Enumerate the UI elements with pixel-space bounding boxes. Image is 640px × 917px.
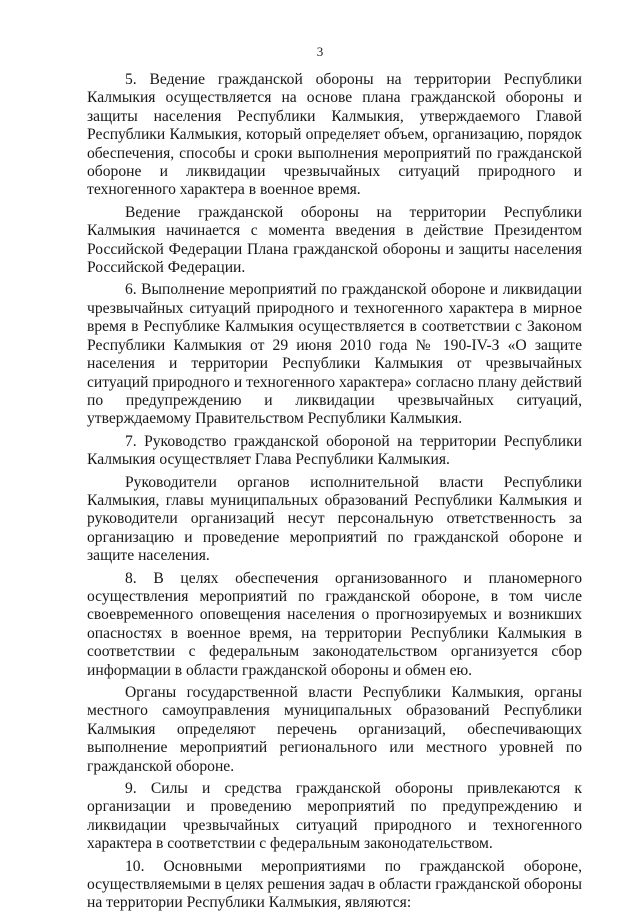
paragraph-7: 7. Руководство гражданской обороной на территории Республики Калмыкия осуществляет Глава Республики Калмыкия. bbox=[87, 432, 582, 469]
page-number: 3 bbox=[316, 44, 324, 59]
document-body bbox=[87, 71, 582, 917]
paragraph-9: 9. Силы и средства гражданской обороны привлекаются к организации и проведению мероприятий по предупреждению и ликвидации чрезвычайных ситуаций природного и техногенного характера в соответствии с федеральным законодательством. bbox=[87, 780, 582, 853]
paragraph-8-continued: Органы государственной власти Республики Калмыкия, органы местного самоуправления муниципальных образований Республики Калмыкия определяют перечень организаций, обеспечивающих выполнение мероприятий регионального или местного уровней по гражданской обороне. bbox=[87, 684, 582, 775]
paragraph-10: 10. Основными мероприятиями по гражданской обороне, осуществляемыми в целях решения задач в области гражданской обороны на территории Республики Калмыкия, являются: bbox=[87, 857, 582, 912]
paragraph-8: 8. В целях обеспечения организованного и планомерного осуществления мероприятий по гражданской обороне, в том числе своевременного оповещения населения о прогнозируемых и возникших опасностях в военное время, на территории Республики Калмыкия в соответствии с федеральным законодательством организуется сбор информации в области гражданской обороны и обмен ею. bbox=[87, 569, 582, 679]
paragraph-6: 6. Выполнение мероприятий по гражданской обороне и ликвидации чрезвычайных ситуаций природного и техногенного характера в мирное время в Республике Калмыкия осуществляется в соответствии с Законом Республики Калмыкия от 29 июня 2010 года № 190-IV-З «О защите населения и территории Республики Калмыкия от чрезвычайных ситуаций природного и техногенного характера» согласно плану действий по предупреждению и ликвидации чрезвычайных ситуаций, утверждаемому Правительством Республики Калмыкия. bbox=[87, 281, 582, 428]
paragraph-7-continued: Руководители органов исполнительной власти Республики Калмыкия, главы муниципальных образований Республики Калмыкия и руководители организаций несут персональную ответственность за организацию и проведение мероприятий по гражданской обороне и защите населения. bbox=[87, 473, 582, 565]
paragraph-5-continued: Ведение гражданской обороны на территории Республики Калмыкия начинается с момента введения в действие Президентом Российской Федерации Плана гражданской обороны и защиты населения Российской Федерации. bbox=[87, 203, 582, 277]
paragraph-5: 5. Ведение гражданской обороны на территории Республики Калмыкия осуществляется на основе плана гражданской обороны и защиты населения Республики Калмыкия, утверждаемого Главой Республики Калмыкия, который определяет объем, организацию, порядок обеспечения, способы и сроки выполнения мероприятий по гражданской обороне и ликвидации чрезвычайных ситуаций природного и техногенного характера в военное время. bbox=[87, 71, 582, 199]
